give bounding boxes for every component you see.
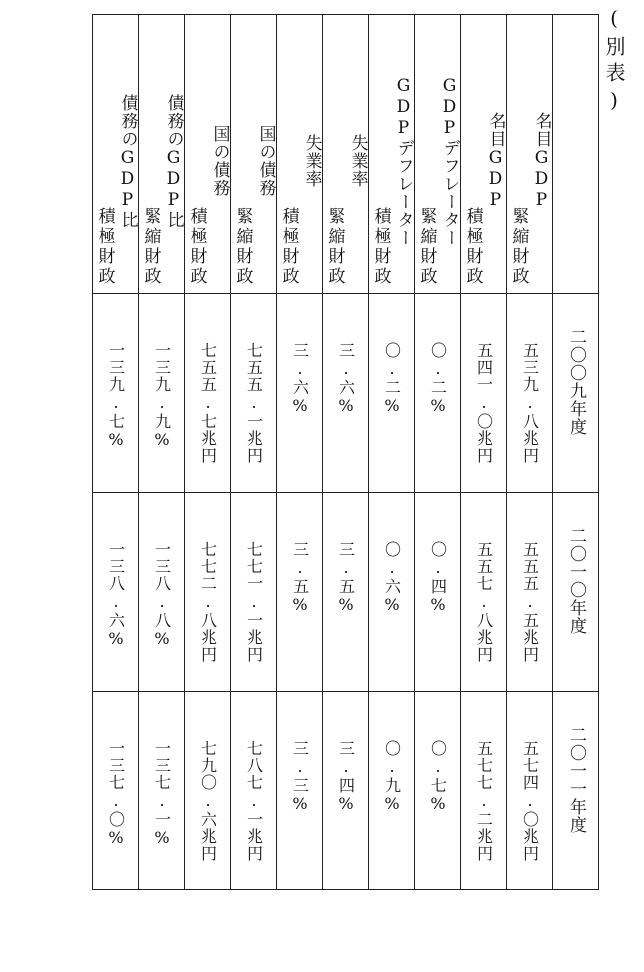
header-cell	[323, 15, 369, 294]
value-cell	[461, 493, 507, 692]
indicator-label: 名目GDP	[531, 111, 552, 211]
value-cell	[369, 294, 415, 493]
value-cell	[415, 493, 461, 692]
value-cell	[507, 493, 553, 692]
value-cell	[277, 692, 323, 890]
value-text: 一三七.一%	[152, 740, 172, 848]
value-cell	[231, 493, 277, 692]
value-text: 一三九.七%	[106, 342, 126, 450]
value-cell	[139, 692, 185, 890]
value-cell	[93, 294, 139, 493]
header-cell	[139, 15, 185, 294]
value-text: 〇.七%	[428, 740, 448, 814]
page-title: (別表)	[602, 6, 626, 118]
value-cell	[277, 493, 323, 692]
fiscal-year-label: 二〇一一年度	[566, 726, 586, 834]
value-cell	[185, 294, 231, 493]
value-cell	[185, 493, 231, 692]
value-text: 〇.六%	[382, 541, 402, 615]
policy-label: 緊縮財政	[508, 207, 529, 287]
value-cell	[139, 294, 185, 493]
value-text: 三.四%	[336, 740, 356, 814]
value-text: 七八七.一兆円	[244, 740, 264, 862]
policy-label: 緊縮財政	[324, 207, 345, 287]
value-cell	[231, 294, 277, 493]
value-cell	[139, 493, 185, 692]
value-cell	[231, 692, 277, 890]
value-text: 五五五.五兆円	[520, 541, 540, 663]
value-text: 七七一.一兆円	[244, 541, 264, 663]
value-text: 一三七.〇%	[106, 740, 126, 848]
indicator-label: 名目GDP	[485, 111, 506, 211]
header-cell	[415, 15, 461, 294]
policy-label: 緊縮財政	[232, 207, 253, 287]
indicator-label: 国の債務	[209, 125, 230, 197]
value-text: 〇.九%	[382, 740, 402, 814]
header-cell	[461, 15, 507, 294]
policy-label: 積極財政	[186, 207, 207, 287]
policy-label: 積極財政	[462, 207, 483, 287]
value-cell	[507, 692, 553, 890]
value-text: 一三八.八%	[152, 541, 172, 649]
value-text: 三.六%	[336, 342, 356, 416]
value-text: 三.三%	[290, 740, 310, 814]
policy-label: 積極財政	[370, 207, 391, 287]
value-cell	[323, 294, 369, 493]
value-text: 一三八.六%	[106, 541, 126, 649]
header-cell	[507, 15, 553, 294]
indicator-label: 失業率	[347, 134, 368, 188]
value-text: 〇.二%	[428, 342, 448, 416]
value-cell	[369, 493, 415, 692]
header-row	[93, 15, 599, 294]
value-cell	[461, 294, 507, 493]
value-text: 七五五.一兆円	[244, 342, 264, 464]
value-text: 一三九.九%	[152, 342, 172, 450]
year-row	[93, 493, 599, 692]
value-text: 七五五.七兆円	[198, 342, 218, 464]
value-text: 〇.二%	[382, 342, 402, 416]
value-cell	[369, 692, 415, 890]
value-cell	[277, 294, 323, 493]
value-text: 〇.四%	[428, 541, 448, 615]
value-text: 五四一.〇兆円	[474, 342, 494, 464]
value-text: 五七七.二兆円	[474, 740, 494, 862]
value-text: 三.六%	[290, 342, 310, 416]
year-cell	[553, 493, 599, 692]
fiscal-year-label: 二〇〇九年度	[566, 328, 586, 436]
fiscal-year-label: 二〇一〇年度	[566, 527, 586, 635]
data-table	[92, 14, 599, 890]
value-text: 七七二.八兆円	[198, 541, 218, 663]
indicator-label: 失業率	[301, 134, 322, 188]
header-cell	[185, 15, 231, 294]
policy-label: 緊縮財政	[140, 207, 161, 287]
value-text: 三.五%	[290, 541, 310, 615]
header-cell	[231, 15, 277, 294]
value-cell	[93, 692, 139, 890]
value-cell	[507, 294, 553, 493]
value-text: 五三九.八兆円	[520, 342, 540, 464]
value-cell	[415, 692, 461, 890]
indicator-label: 債務のGDP比	[163, 93, 184, 229]
indicator-label: GDPデフレーター	[393, 75, 414, 247]
year-row	[93, 294, 599, 493]
header-cell	[93, 15, 139, 294]
value-cell	[461, 692, 507, 890]
header-cell	[277, 15, 323, 294]
policy-label: 積極財政	[94, 207, 115, 287]
indicator-label: 債務のGDP比	[117, 93, 138, 229]
value-cell	[415, 294, 461, 493]
value-text: 五七四.〇兆円	[520, 740, 540, 862]
value-text: 七九〇.六兆円	[198, 740, 218, 862]
year-row	[93, 692, 599, 890]
corner-cell	[553, 15, 599, 294]
value-text: 三.五%	[336, 541, 356, 615]
value-cell	[185, 692, 231, 890]
year-cell	[553, 692, 599, 890]
value-cell	[323, 692, 369, 890]
policy-label: 積極財政	[278, 207, 299, 287]
indicator-label: 国の債務	[255, 125, 276, 197]
indicator-label: GDPデフレーター	[439, 75, 460, 247]
value-text: 五五七.八兆円	[474, 541, 494, 663]
year-cell	[553, 294, 599, 493]
header-cell	[369, 15, 415, 294]
value-cell	[93, 493, 139, 692]
policy-label: 緊縮財政	[416, 207, 437, 287]
value-cell	[323, 493, 369, 692]
